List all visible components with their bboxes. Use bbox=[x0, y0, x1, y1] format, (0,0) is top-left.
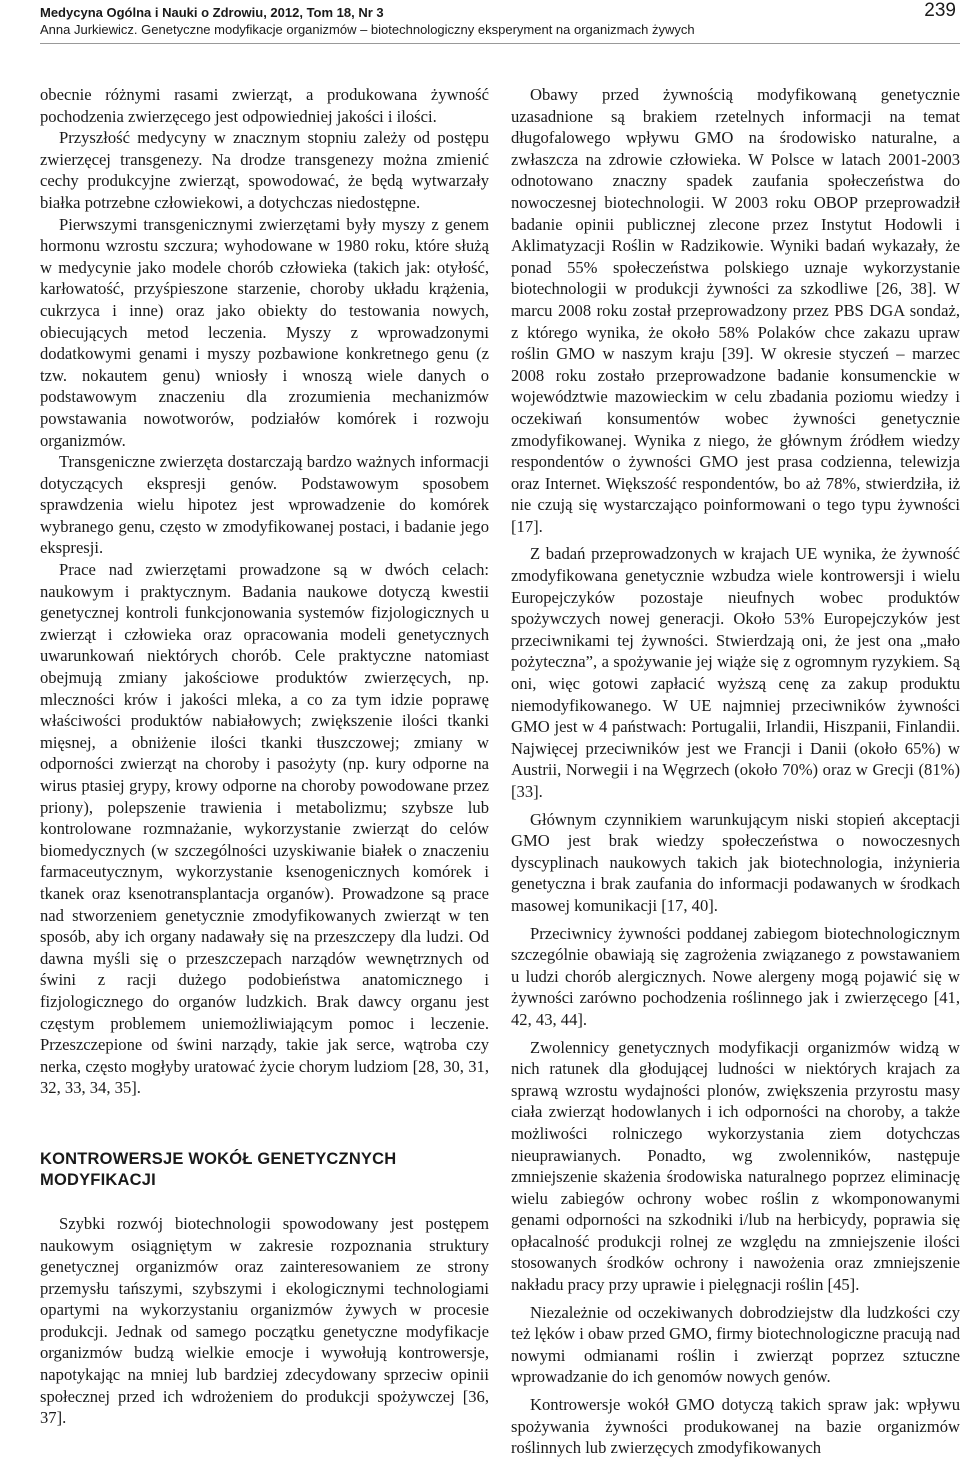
article-author-title: Anna Jurkiewicz. Genetyczne modyfikacje organizmów – biotechnologiczny eksperyment na organizmach żywych bbox=[40, 22, 695, 37]
paragraph: Przeciwnicy żywności poddanej zabiegom biotechnologicznym szczególnie obawiają się zagrożenia związanego z powstawaniem u ludzi chorób alergicznych. Nowe alergeny mogą pojawić się w żywności zarówno pochodzenia roślinnego jak i zwierzęcego [41, 42, 43, 44]. bbox=[511, 923, 960, 1029]
paragraph: Przyszłość medycyny w znacznym stopniu zależy od postępu zwierzęcej transgenezy. Na drodze transgenezy można zmienić cechy produkcyjne zwierząt, spowodować, że będą wytwarzały białka potrzebne człowiekowi, a dotychczas niedostępne. bbox=[40, 128, 489, 212]
paragraph: obecnie różnymi rasami zwierząt, a produkowana żywność pochodzenia zwierzęcego jest odpowiedniej jakości i ilości. bbox=[40, 85, 489, 126]
section-heading: KONTROWERSJE WOKÓŁ GENETYCZNYCH MODYFIKACJI bbox=[40, 1149, 397, 1189]
journal-citation: Medycyna Ogólna i Nauki o Zdrowiu, 2012, Tom 18, Nr 3 bbox=[40, 5, 384, 20]
header-divider bbox=[40, 43, 960, 44]
paragraph: Zwolennicy genetycznych modyfikacji organizmów widzą w nich ratunek dla głodującej ludności w niektórych krajach za sprawą wzrostu wydajności plonów, zwiększenia przyrostu masy ciała zwierząt hodowlanych i ich odporności na choroby, a także możliwości rolniczego wykorzystania ziem dotychczas nieuprawianych. Ponadto, wg zwolenników, następuje zmniejszenie skażenia środowiska naturalnego poprzez eliminację wielu zabiegów ochrony wobec roślin z wkomponowanymi genami odporności na szkodniki i/lub na herbicydy, poprawia się opłacalność produkcji rolnej ze względu na zmniejszenie ilości stosowanych środków ochrony i nawożenia oraz zmniejszenie nakładu pracy przy uprawie i pielęgnacji roślin [45]. bbox=[511, 1037, 960, 1295]
paragraph: Głównym czynnikiem warunkującym niski stopień akceptacji GMO jest brak wiedzy społeczeństwa o nowoczesnych dyscyplinach naukowych takich jak biotechnologia, inżynieria genetyczna i brak zaufania do informacji podawanych w środkach masowej komunikacji [17, 40]. bbox=[511, 809, 960, 915]
paragraph: Szybki rozwój biotechnologii spowodowany jest postępem naukowym osiągniętym w zakresie rozpoznania struktury genetycznej organizmów oraz zainteresowaniem ze strony przemysłu tańszymi, szybszymi i ekologicznymi technologiami opartymi na wykorzystaniu organizmów żywych w procesie produkcji. Jednak od samego początku genetyczne modyfikacje organizmów budzą wielkie emocje i wywołują kontrowersje, napotykając na mniej lub bardziej zdecydowany sprzeciw opinii społecznej przed ich wdrożeniem do produkcji spożywczej [36, 37]. bbox=[40, 1213, 489, 1428]
paragraph: Kontrowersje wokół GMO dotyczą takich spraw jak: wpływu spożywania żywności produkowanej na bazie organizmów roślinnych lub zwierzęcych zmodyfikowanych bbox=[511, 1395, 960, 1458]
paragraph: Prace nad zwierzętami prowadzone są w dwóch celach: naukowym i praktycznym. Badania naukowe dotyczą kwestii genetycznej kontroli funkcjonowania systemów fizjologicznych u zwierząt i człowieka oraz opracowania modeli genetycznych uwarunkowań niektórych chorób. Cele praktyczne natomiast obejmują zmiany jakościowe produktów zwierzęcych, np. mleczności krów i jakości mleka, a co za tym idzie poprawę właściwości produktów nabiałowych; zwiększenie ilości tkanki mięsnej, a obniżenie ilości tkanki tłuszczowej; zmiany w odporności zwierząt na choroby i pasożyty (np. kury odporne na wirus ptasiej grypy, krowy odporne na choroby powodowane przez priony), polepszenie trawienia i metabolizmu; szybsze lub kontrolowane rozmnażanie, wykorzystanie zwierząt do celów biomedycznych (w szczególności uzyskiwanie białek o znaczeniu farmaceutycznym, wykorzystanie ksenogenicznych komórek i tkanek oraz ksenotransplantacja organów). Prowadzone są prace nad stworzeniem genetycznie zmodyfikowanych zwierząt w ten sposób, aby ich organy nadawały się na przeszczepy dla ludzi. Od dawna myśli się o przeszczepach narządów wewnętrznych od świni z racji dużego podobieństwa anatomicznego i fizjologicznego do organów ludzkich. Brak dawcy organu jest częstym problemem uniemożliwiającym pomoc i leczenie. Przeszczepione od świni narządy, takie jak serce, wątroba czy nerka, często mogłyby uratować życie chorym ludziom [28, 30, 31, 32, 33, 34, 35]. bbox=[40, 560, 489, 1098]
paragraph: Obawy przed żywnością modyfikowaną genetycznie uzasadnione są brakiem rzetelnych informacji na temat długofalowego wpływu GMO na środowisko naturalne, a zwłaszcza na zdrowie człowieka. W Polsce w latach 2001-2003 odnotowano znaczny spadek zaufania społeczeństwa do nowoczesnej biotechnologii. W 2003 roku OBOP przeprowadził badanie opinii publicznej zlecone przez Instytut Hodowli i Aklimatyzacji Roślin w Radzikowie. Wyniki badań wykazały, że ponad 55% społeczeństwa polskiego uznaje wykorzystanie biotechnologii w produkcji żywności za szkodliwe [26, 38]. W marcu 2008 roku został przeprowadzony przez PBS DGA sondaż, z którego wynika, że około 58% Polaków chce zakazu upraw roślin GMO w naszym kraju [39]. W okresie styczeń – marzec 2008 roku zostało przeprowadzone badanie konsumenckie w województwie mazowieckim w celu zbadania poziomu wiedzy i oczekiwań konsumentów wobec żywności genetycznie zmodyfikowanej. Wynika z niego, że głównym źródłem wiedzy respondentów o żywności GMO jest prasa codzienna, telewizja oraz Internet. Większość respondentów, bo aż 78%, stwierdziła, iż nie czują się wystarczająco poinformowani o tego typu żywności [17]. bbox=[511, 85, 960, 536]
paragraph: Transgeniczne zwierzęta dostarczają bardzo ważnych informacji dotyczących ekspresji genów. Podstawowym sposobem sprawdzenia wielu hipotez jest wprowadzenie do komórek wybranego genu, często w zmodyfikowanej postaci, i badanie jego ekspresji. bbox=[40, 452, 489, 558]
left-column bbox=[40, 84, 489, 1429]
page-number: 239 bbox=[924, 0, 956, 21]
paragraph: Z badań przeprowadzonych w krajach UE wynika, że żywność zmodyfikowana genetycznie wzbudza wiele kontrowersji i wielu Europejczyków pozostaje nieufnych wobec produktów spożywczych nowej generacji. Około 53% Europejczyków jest przeciwnikami tej żywności. Stwierdzają oni, że jest ona „mało pożyteczna”, a spożywanie jej wiąże się z ogromnym ryzykiem. Są oni, więc gotowi zapłacić wyższą cenę za zakup produktu niemodyfikowanego. W UE najmniej przeciwników żywności GMO jest w 4 państwach: Portugalii, Irlandii, Hiszpanii, Finlandii. Najwięcej przeciwników jest we Francji i Danii (około 65%) w Austrii, Norwegii i na Węgrzech (około 70%) oraz w Grecji (81%) [33]. bbox=[511, 544, 960, 801]
right-column bbox=[511, 84, 960, 1459]
running-head bbox=[40, 4, 920, 38]
paragraph: Niezależnie od oczekiwanych dobrodziejstw dla ludzkości czy też lęków i obaw przed GMO, firmy biotechnologiczne pracują nad nowymi odmianami roślin i zwierząt poprzez sztuczne wprowadzanie do ich genomów nowych genów. bbox=[511, 1302, 960, 1387]
paragraph: Pierwszymi transgenicznymi zwierzętami były myszy z genem hormonu wzrostu szczura; wyhodowane w 1980 roku, które służą w medycynie jako modele chorób człowieka (takich jak: otyłość, karłowatość, przyśpieszone starzenie, choroby układu krążenia, cukrzyca i inne) oraz jako obiekty do testowania nowych, obiecujących metod leczenia. Myszy z wprowadzonymi dodatkowymi genami i myszy pozbawione konkretnego genu (z tzw. nokautem genu) wniosły i wnoszą wiele danych o podstawowym znaczeniu dla zrozumienia mechanizmów powstawania nowotworów, podziałów komórek i rozwoju organizmów. bbox=[40, 214, 489, 450]
